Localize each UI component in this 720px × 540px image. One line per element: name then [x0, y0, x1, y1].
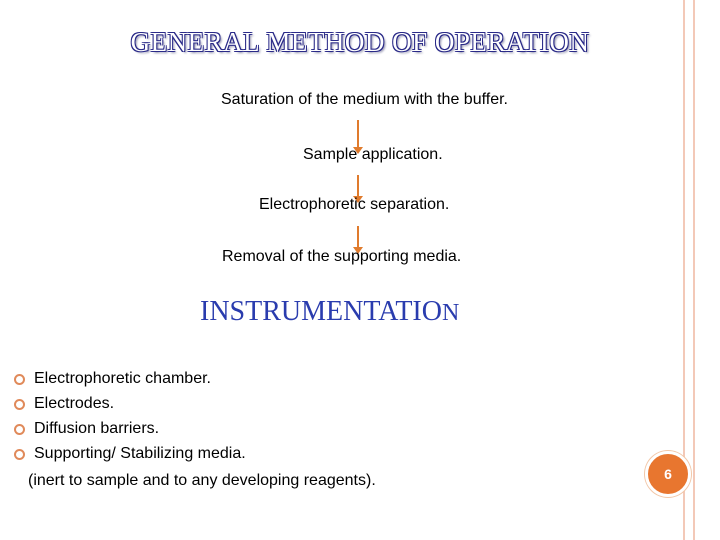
list-item: [14, 418, 246, 443]
flow-step-3: Electrophoretic separation.: [259, 196, 450, 213]
down-arrow-icon: [357, 175, 359, 197]
bullet-list: [14, 368, 246, 468]
bullet-icon: [14, 449, 25, 460]
bullet-icon: [14, 399, 25, 410]
decorative-border-line: [693, 0, 695, 540]
bullet-icon: [14, 424, 25, 435]
flow-step-1: Saturation of the medium with the buffer.: [221, 91, 508, 108]
bullet-note: (inert to sample and to any developing reagents).: [28, 472, 376, 489]
list-item: [14, 443, 246, 468]
flow-step-4: Removal of the supporting media.: [222, 248, 462, 265]
section-heading-main: INSTRUMENTATIO: [200, 296, 442, 327]
bullet-icon: [14, 374, 25, 385]
flow-step-2: Sample application.: [303, 146, 443, 163]
list-item-label: Electrophoretic chamber.: [34, 370, 211, 387]
slide-title: GENERAL METHOD OF OPERATION: [130, 27, 590, 57]
section-heading: [200, 296, 459, 328]
down-arrow-icon: [357, 120, 359, 148]
page-number-badge: 6: [645, 451, 691, 497]
down-arrow-icon: [357, 226, 359, 248]
list-item-label: Diffusion barriers.: [34, 420, 160, 437]
list-item-label: Supporting/ Stabilizing media.: [34, 445, 246, 462]
list-item-label: Electrodes.: [34, 395, 115, 412]
section-heading-tail: N: [441, 300, 460, 326]
list-item: [14, 393, 246, 418]
list-item: [14, 368, 246, 393]
